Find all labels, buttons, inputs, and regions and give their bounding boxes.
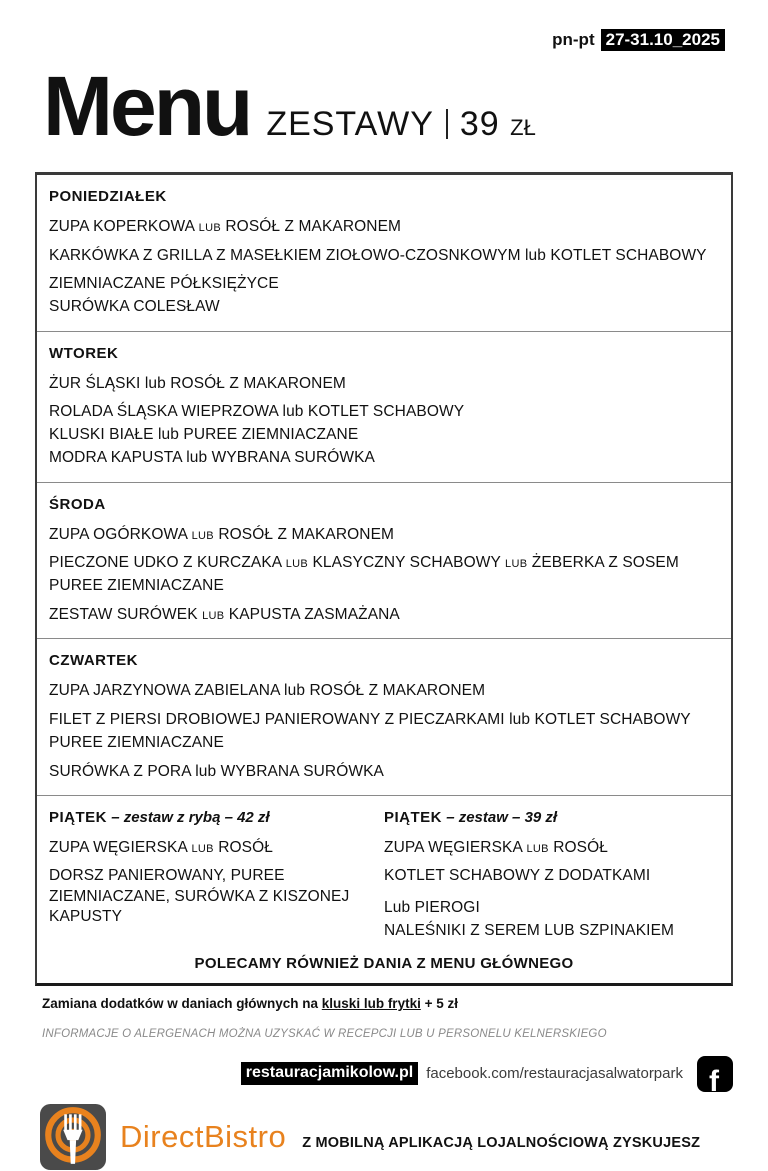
subtitle-text: ZESTAWY bbox=[266, 105, 434, 143]
menu-item: SURÓWKA Z PORA lub WYBRANA SURÓWKA bbox=[49, 762, 384, 780]
menu-item: ZESTAW SURÓWEK LUB KAPUSTA ZASMAŻANA bbox=[49, 606, 400, 624]
swap-note-suffix: + 5 zł bbox=[420, 995, 458, 1011]
menu-item: ZUPA WĘGIERSKA LUB ROSÓŁ bbox=[384, 838, 608, 856]
menu-item: DORSZ PANIEROWANY, PUREE ZIEMNIACZANE, SURÓWKA Z KISZONEJ KAPUSTY bbox=[49, 867, 350, 925]
day-heading-wednesday: ŚRODA bbox=[49, 495, 106, 513]
day-name: PIĄTEK bbox=[384, 808, 443, 826]
set-variant: – zestaw z rybą – 42 zł bbox=[111, 808, 270, 826]
menu-item: SURÓWKA COLESŁAW bbox=[49, 298, 220, 316]
brand-row bbox=[40, 1103, 768, 1171]
links-row bbox=[0, 1055, 733, 1093]
subtitle-price: 39 bbox=[459, 105, 500, 143]
menu-item: KLUSKI BIAŁE lub PUREE ZIEMNIACZANE bbox=[49, 426, 359, 444]
brand-tagline: Z MOBILNĄ APLIKACJĄ LOJALNOŚCIOWĄ ZYSKUJESZ bbox=[302, 1134, 701, 1151]
menu-item: FILET Z PIERSI DROBIOWEJ PANIEROWANY Z PIECZARKAMI lub KOTLET SCHABOWY bbox=[49, 710, 691, 728]
menu-item: ZIEMNIACZANE PÓŁKSIĘŻYCE bbox=[49, 275, 279, 293]
swap-note-underlined: kluski lub frytki bbox=[321, 995, 421, 1011]
menu-item: ZUPA WĘGIERSKA LUB ROSÓŁ bbox=[49, 838, 273, 856]
page-title: Menu bbox=[43, 59, 251, 153]
menu-item: PUREE ZIEMNIACZANE bbox=[49, 577, 224, 595]
validity-dates-badge: 27-31.10_2025 bbox=[601, 29, 725, 51]
section-friday bbox=[37, 796, 731, 947]
day-heading-friday-fish bbox=[49, 809, 366, 826]
menu-item: KOTLET SCHABOWY Z DODATKAMI bbox=[384, 867, 651, 885]
facebook-link[interactable]: facebook.com/restauracjasalwatorpark bbox=[426, 1065, 683, 1083]
section-wednesday bbox=[37, 483, 731, 640]
page-subtitle bbox=[266, 105, 536, 144]
facebook-letter: f bbox=[709, 1064, 719, 1092]
day-heading-thursday: CZWARTEK bbox=[49, 652, 138, 670]
subtitle-divider bbox=[446, 109, 448, 139]
menu-item: ZUPA OGÓRKOWA LUB ROSÓŁ Z MAKARONEM bbox=[49, 525, 395, 543]
menu-item: PUREE ZIEMNIACZANE bbox=[49, 733, 224, 751]
menu-item: PIECZONE UDKO Z KURCZAKA LUB KLASYCZNY SCHABOWY LUB ŻEBERKA Z SOSEM bbox=[49, 554, 679, 572]
title-row bbox=[43, 59, 768, 156]
validity-prefix: pn-pt bbox=[552, 30, 595, 49]
friday-standard-set bbox=[384, 809, 719, 943]
facebook-icon[interactable] bbox=[697, 1056, 733, 1092]
set-variant: – zestaw – 39 zł bbox=[446, 808, 558, 826]
menu-item: ZUPA JARZYNOWA ZABIELANA lub ROSÓŁ Z MAKARONEM bbox=[49, 682, 486, 700]
day-name: PIĄTEK bbox=[49, 808, 108, 826]
menu-item: ŻUR ŚLĄSKI lub ROSÓŁ Z MAKARONEM bbox=[49, 374, 346, 392]
day-heading-friday-standard bbox=[384, 809, 701, 826]
subtitle-currency: ZŁ bbox=[510, 115, 536, 140]
swap-note bbox=[42, 996, 768, 1011]
section-tuesday bbox=[37, 332, 731, 483]
menu-item: ROLADA ŚLĄSKA WIEPRZOWA lub KOTLET SCHABOWY bbox=[49, 403, 465, 421]
menu-item: NALEŚNIKI Z SEREM LUB SZPINAKIEM bbox=[384, 921, 675, 939]
menu-item: MODRA KAPUSTA lub WYBRANA SURÓWKA bbox=[49, 449, 375, 467]
section-monday bbox=[37, 175, 731, 332]
menu-box bbox=[35, 172, 733, 986]
website-link[interactable]: restauracjamikolow.pl bbox=[241, 1062, 418, 1085]
menu-item: KARKÓWKA Z GRILLA Z MASEŁKIEM ZIOŁOWO-CZOSNKOWYM lub KOTLET SCHABOWY bbox=[49, 246, 707, 264]
validity-row bbox=[0, 30, 768, 54]
section-thursday bbox=[37, 639, 731, 796]
swap-note-prefix: Zamiana dodatków w daniach głównych na bbox=[42, 995, 322, 1011]
allergens-note: INFORMACJE O ALERGENACH MOŻNA UZYSKAĆ W RECEPCJI LUB U PERSONELU KELNERSKIEGO bbox=[42, 1027, 607, 1040]
menu-item: Lub PIEROGI bbox=[384, 898, 480, 916]
friday-fish-set bbox=[49, 809, 384, 943]
directbistro-logo bbox=[40, 1104, 106, 1170]
day-heading-tuesday: WTOREK bbox=[49, 344, 119, 362]
menu-item: ZUPA KOPERKOWA LUB ROSÓŁ Z MAKARONEM bbox=[49, 218, 402, 235]
day-heading-monday: PONIEDZIAŁEK bbox=[49, 188, 167, 205]
brand-name: DirectBistro bbox=[120, 1118, 287, 1154]
promo-note: POLECAMY RÓWNIEŻ DANIA Z MENU GŁÓWNEGO bbox=[194, 954, 574, 972]
